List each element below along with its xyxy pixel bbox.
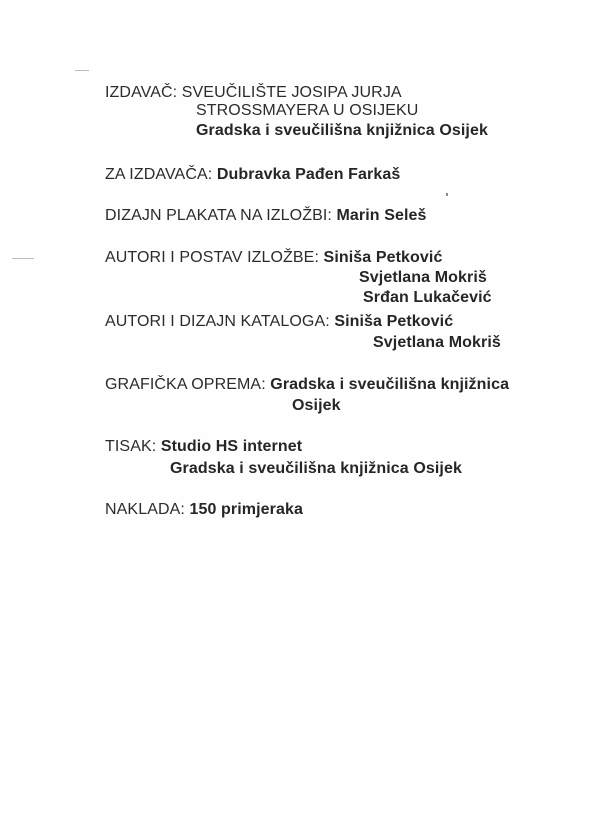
for-publisher-value: Dubravka Pađen Farkaš — [216, 166, 401, 183]
publisher-line: Gradska i sveučilišna knjižnica Osijek — [196, 122, 488, 139]
publisher-line: STROSSMAYERA U OSIJEKU — [196, 102, 419, 119]
graphic-design-label: GRAFIČKA OPREMA: — [105, 376, 266, 393]
print-label: TISAK: — [105, 438, 157, 455]
print-row — [105, 437, 302, 457]
scan-mark — [12, 258, 34, 259]
edition-row — [105, 500, 303, 520]
exhibition-authors-row — [105, 248, 442, 268]
poster-design-value: Marin Seleš — [336, 207, 427, 224]
exhibition-author-name: Srđan Lukačević — [363, 289, 492, 306]
edition-label: NAKLADA: — [105, 501, 185, 518]
catalogue-authors-label: AUTORI I DIZAJN KATALOGA: — [105, 313, 330, 330]
publisher-line: SVEUČILIŠTE JOSIPA JURJA — [181, 84, 402, 101]
publisher-label: IZDAVAČ: — [105, 84, 178, 101]
publisher-row — [105, 83, 402, 103]
graphic-design-row — [105, 375, 509, 395]
exhibition-authors-label: AUTORI I POSTAV IZLOŽBE: — [105, 249, 319, 266]
for-publisher-label: ZA IZDAVAČA: — [105, 166, 213, 183]
for-publisher-row — [105, 165, 400, 185]
print-line: Studio HS internet — [160, 438, 303, 455]
poster-design-row — [105, 206, 427, 226]
catalogue-author-name: Svjetlana Mokriš — [373, 334, 501, 351]
exhibition-author-name: Svjetlana Mokriš — [359, 269, 487, 286]
scan-mark — [75, 70, 89, 71]
catalogue-author-name: Siniša Petković — [334, 313, 454, 330]
exhibition-author-name: Siniša Petković — [323, 249, 443, 266]
graphic-design-line: Gradska i sveučilišna knjižnica — [270, 376, 510, 393]
catalogue-authors-row — [105, 312, 453, 332]
poster-design-label: DIZAJN PLAKATA NA IZLOŽBI: — [105, 207, 332, 224]
print-line: Gradska i sveučilišna knjižnica Osijek — [170, 460, 462, 477]
scan-mark — [446, 193, 448, 196]
edition-value: 150 primjeraka — [189, 501, 303, 518]
graphic-design-line: Osijek — [292, 397, 341, 414]
